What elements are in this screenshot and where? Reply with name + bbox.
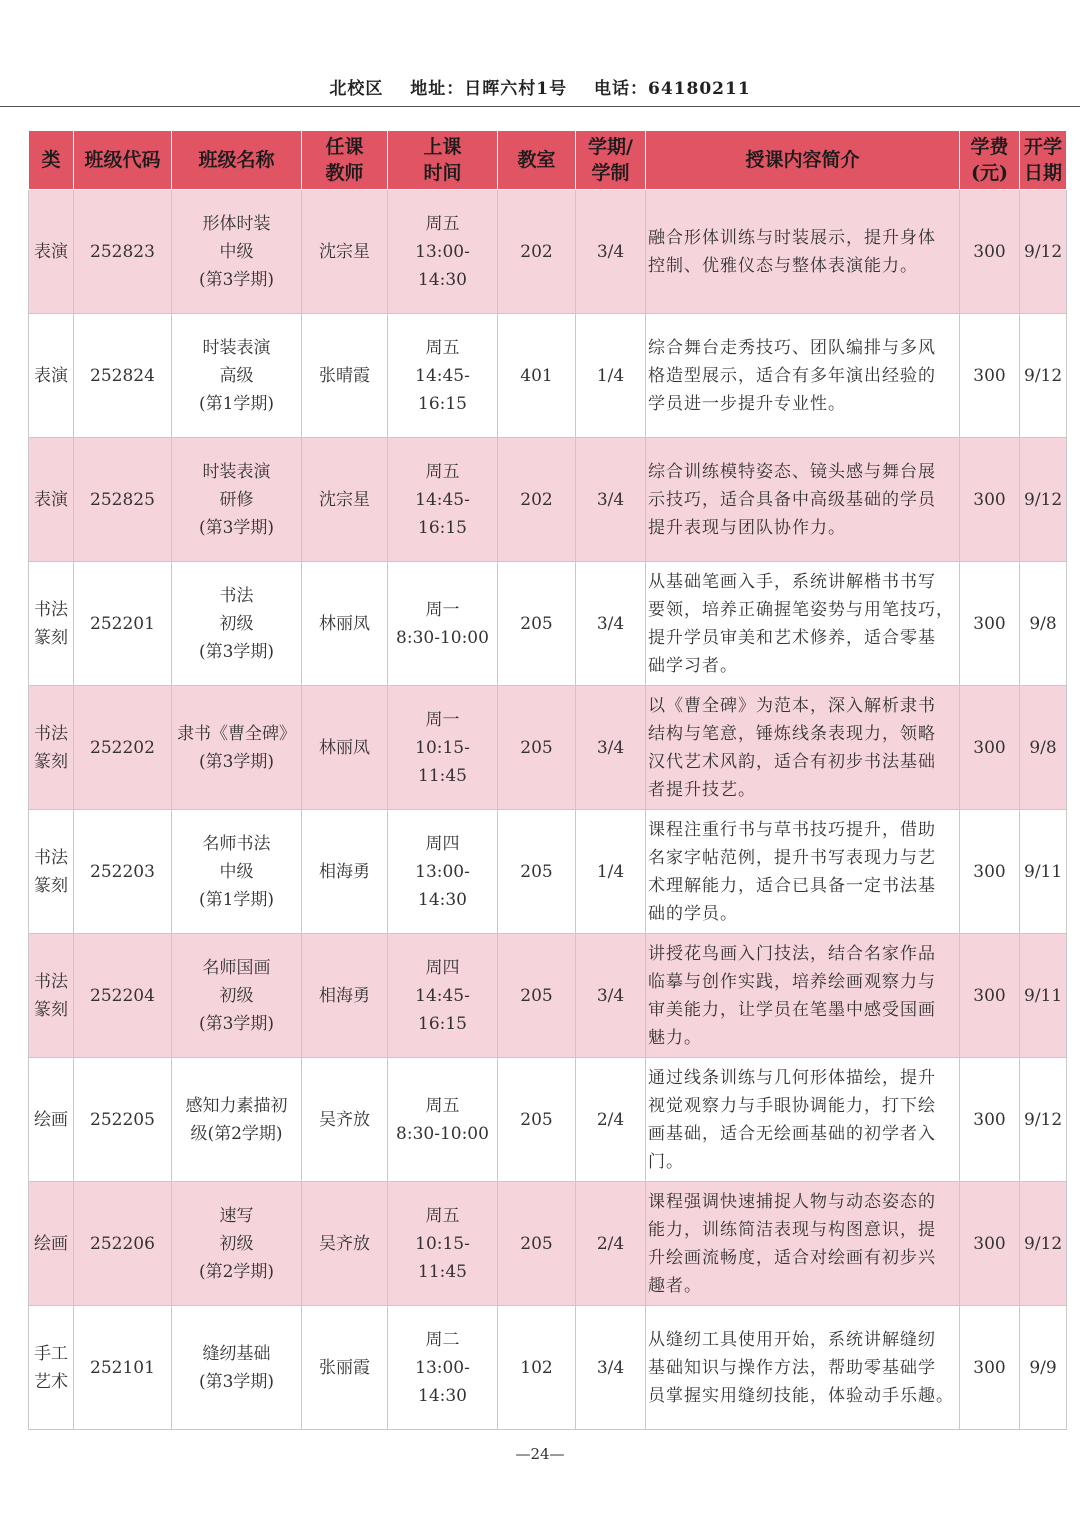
cell-category: 表演 (29, 190, 74, 314)
cell-term: 3/4 (576, 1306, 646, 1430)
cell-category: 手工 艺术 (29, 1306, 74, 1430)
cell-class-name: 形体时装 中级 (第3学期) (172, 190, 302, 314)
cell-class-code: 252206 (74, 1182, 172, 1306)
cell-teacher: 林丽凤 (302, 562, 388, 686)
cell-classroom: 205 (498, 1182, 576, 1306)
cell-class-time: 周一 8:30-10:00 (388, 562, 498, 686)
cell-class-code: 252202 (74, 686, 172, 810)
cell-description: 通过线条训练与几何形体描绘，提升 视觉观察力与手眼协调能力，打下绘 画基础，适合无绘画基础的初学者入 门。 (646, 1058, 960, 1182)
cell-category: 书法 篆刻 (29, 686, 74, 810)
cell-class-time: 周五 14:45-16:15 (388, 438, 498, 562)
cell-class-name: 书法 初级 (第3学期) (172, 562, 302, 686)
campus-address: 地址：日晖六村1号 (410, 79, 568, 99)
cell-teacher: 相海勇 (302, 934, 388, 1058)
cell-class-time: 周一 10:15-11:45 (388, 686, 498, 810)
header-term: 学期/ 学制 (576, 131, 646, 190)
cell-classroom: 205 (498, 562, 576, 686)
table-row (29, 1306, 1067, 1430)
cell-class-time: 周五 8:30-10:00 (388, 1058, 498, 1182)
cell-class-code: 252824 (74, 314, 172, 438)
cell-description: 综合训练模特姿态、镜头感与舞台展 示技巧，适合具备中高级基础的学员 提升表现与团队协作力。 (646, 438, 960, 562)
table-row (29, 438, 1067, 562)
cell-start-date: 9/12 (1020, 314, 1067, 438)
cell-fee: 300 (960, 934, 1020, 1058)
table-row (29, 686, 1067, 810)
cell-class-code: 252823 (74, 190, 172, 314)
cell-teacher: 张晴霞 (302, 314, 388, 438)
cell-term: 3/4 (576, 562, 646, 686)
table-row (29, 1058, 1067, 1182)
table-row (29, 1182, 1067, 1306)
cell-description: 从缝纫工具使用开始，系统讲解缝纫 基础知识与操作方法，帮助零基础学 员掌握实用缝纫技能，体验动手乐趣。 (646, 1306, 960, 1430)
page-header (0, 74, 1080, 99)
cell-classroom: 102 (498, 1306, 576, 1430)
cell-description: 以《曹全碑》为范本，深入解析隶书 结构与笔意，锤炼线条表现力，领略 汉代艺术风韵，适合有初步书法基础 者提升技艺。 (646, 686, 960, 810)
header-class-name: 班级名称 (172, 131, 302, 190)
cell-teacher: 吴齐放 (302, 1058, 388, 1182)
cell-classroom: 205 (498, 686, 576, 810)
cell-start-date: 9/8 (1020, 686, 1067, 810)
cell-teacher: 相海勇 (302, 810, 388, 934)
cell-term: 1/4 (576, 314, 646, 438)
cell-classroom: 205 (498, 1058, 576, 1182)
page-number: —24— (515, 1445, 565, 1463)
cell-fee: 300 (960, 1306, 1020, 1430)
cell-term: 3/4 (576, 190, 646, 314)
cell-description: 融合形体训练与时装展示，提升身体 控制、优雅仪态与整体表演能力。 (646, 190, 960, 314)
cell-start-date: 9/8 (1020, 562, 1067, 686)
cell-class-code: 252825 (74, 438, 172, 562)
cell-class-code: 252204 (74, 934, 172, 1058)
cell-class-time: 周五 14:45-16:15 (388, 314, 498, 438)
table-row (29, 810, 1067, 934)
cell-term: 2/4 (576, 1182, 646, 1306)
cell-class-time: 周四 13:00-14:30 (388, 810, 498, 934)
cell-class-name: 感知力素描初 级(第2学期) (172, 1058, 302, 1182)
cell-class-name: 时装表演 高级 (第1学期) (172, 314, 302, 438)
cell-classroom: 202 (498, 190, 576, 314)
table-header-row (29, 131, 1067, 190)
cell-teacher: 张丽霞 (302, 1306, 388, 1430)
cell-class-time: 周五 10:15-11:45 (388, 1182, 498, 1306)
cell-start-date: 9/12 (1020, 1058, 1067, 1182)
header-fee: 学费 (元) (960, 131, 1020, 190)
cell-class-code: 252205 (74, 1058, 172, 1182)
cell-start-date: 9/11 (1020, 810, 1067, 934)
cell-category: 书法 篆刻 (29, 562, 74, 686)
cell-class-name: 名师国画 初级 (第3学期) (172, 934, 302, 1058)
cell-start-date: 9/11 (1020, 934, 1067, 1058)
table-row (29, 190, 1067, 314)
cell-start-date: 9/12 (1020, 438, 1067, 562)
cell-fee: 300 (960, 562, 1020, 686)
cell-category: 绘画 (29, 1058, 74, 1182)
header-start-date: 开学 日期 (1020, 131, 1067, 190)
campus-name: 北校区 (329, 79, 384, 99)
cell-class-time: 周二 13:00-14:30 (388, 1306, 498, 1430)
cell-teacher: 沈宗星 (302, 190, 388, 314)
cell-description: 课程注重行书与草书技巧提升，借助 名家字帖范例，提升书写表现力与艺 术理解能力，适合已具备一定书法基 础的学员。 (646, 810, 960, 934)
cell-class-code: 252101 (74, 1306, 172, 1430)
cell-teacher: 林丽凤 (302, 686, 388, 810)
cell-term: 3/4 (576, 934, 646, 1058)
header-description: 授课内容简介 (646, 131, 960, 190)
cell-class-code: 252203 (74, 810, 172, 934)
cell-description: 综合舞台走秀技巧、团队编排与多风 格造型展示，适合有多年演出经验的 学员进一步提升专业性。 (646, 314, 960, 438)
cell-class-name: 缝纫基础 (第3学期) (172, 1306, 302, 1430)
cell-start-date: 9/9 (1020, 1306, 1067, 1430)
cell-fee: 300 (960, 190, 1020, 314)
header-teacher: 任课 教师 (302, 131, 388, 190)
cell-term: 1/4 (576, 810, 646, 934)
cell-start-date: 9/12 (1020, 190, 1067, 314)
cell-fee: 300 (960, 810, 1020, 934)
cell-term: 3/4 (576, 686, 646, 810)
cell-classroom: 401 (498, 314, 576, 438)
cell-teacher: 吴齐放 (302, 1182, 388, 1306)
cell-description: 讲授花鸟画入门技法，结合名家作品 临摹与创作实践，培养绘画观察力与 审美能力，让学员在笔墨中感受国画 魅力。 (646, 934, 960, 1058)
cell-description: 课程强调快速捕捉人物与动态姿态的 能力，训练简洁表现与构图意识，提 升绘画流畅度，适合对绘画有初步兴 趣者。 (646, 1182, 960, 1306)
course-schedule-table (28, 130, 1067, 1430)
cell-class-name: 名师书法 中级 (第1学期) (172, 810, 302, 934)
cell-start-date: 9/12 (1020, 1182, 1067, 1306)
cell-category: 书法 篆刻 (29, 934, 74, 1058)
cell-term: 2/4 (576, 1058, 646, 1182)
header-divider (0, 106, 1080, 107)
header-category: 类 (29, 131, 74, 190)
cell-class-name: 时装表演 研修 (第3学期) (172, 438, 302, 562)
cell-category: 绘画 (29, 1182, 74, 1306)
cell-category: 书法 篆刻 (29, 810, 74, 934)
cell-classroom: 205 (498, 810, 576, 934)
cell-classroom: 205 (498, 934, 576, 1058)
cell-category: 表演 (29, 314, 74, 438)
cell-class-name: 隶书《曹全碑》 (第3学期) (172, 686, 302, 810)
cell-category: 表演 (29, 438, 74, 562)
cell-class-time: 周四 14:45-16:15 (388, 934, 498, 1058)
cell-fee: 300 (960, 1182, 1020, 1306)
header-class-time: 上课 时间 (388, 131, 498, 190)
cell-class-code: 252201 (74, 562, 172, 686)
cell-classroom: 202 (498, 438, 576, 562)
cell-fee: 300 (960, 438, 1020, 562)
cell-class-name: 速写 初级 (第2学期) (172, 1182, 302, 1306)
header-class-code: 班级代码 (74, 131, 172, 190)
campus-phone: 电话：64180211 (594, 79, 751, 99)
cell-fee: 300 (960, 686, 1020, 810)
table-row (29, 934, 1067, 1058)
cell-class-time: 周五 13:00-14:30 (388, 190, 498, 314)
table-row (29, 562, 1067, 686)
cell-teacher: 沈宗星 (302, 438, 388, 562)
cell-term: 3/4 (576, 438, 646, 562)
cell-description: 从基础笔画入手，系统讲解楷书书写 要领，培养正确握笔姿势与用笔技巧， 提升学员审美和艺术修养，适合零基 础学习者。 (646, 562, 960, 686)
cell-fee: 300 (960, 314, 1020, 438)
header-classroom: 教室 (498, 131, 576, 190)
cell-fee: 300 (960, 1058, 1020, 1182)
table-row (29, 314, 1067, 438)
